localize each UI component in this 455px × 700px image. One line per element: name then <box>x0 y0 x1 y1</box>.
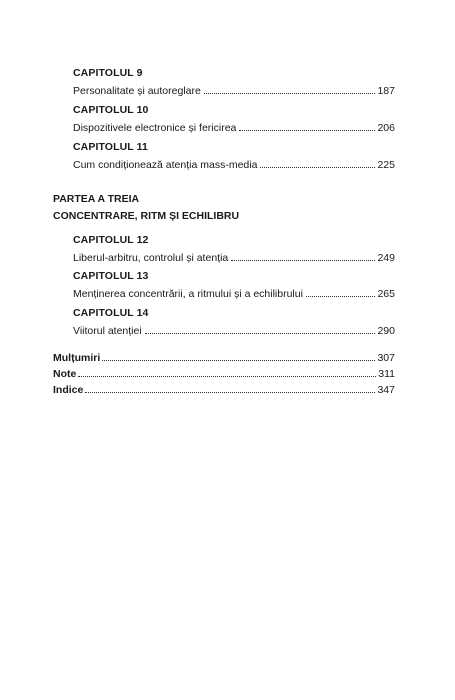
toc-chapter-13 <box>73 270 395 301</box>
entry-title: Indice <box>53 384 84 396</box>
toc-chapter-9 <box>73 67 395 98</box>
entry-title: Mulțumiri <box>53 352 101 364</box>
dot-leader <box>231 260 375 261</box>
toc-entry-acknowledgements[interactable] <box>53 351 395 365</box>
dot-leader <box>204 93 376 94</box>
entry-page-number: 307 <box>377 352 395 364</box>
toc-entry[interactable] <box>73 84 395 98</box>
dot-leader <box>306 296 376 297</box>
toc-entry-index[interactable] <box>53 383 395 397</box>
chapter-label: CAPITOLUL 12 <box>73 234 149 246</box>
entry-title: Cum condiționează atenția mass-media <box>73 159 258 171</box>
toc-chapter-10 <box>73 104 395 135</box>
toc-entry[interactable] <box>73 158 395 172</box>
entry-title: Menținerea concentrării, a ritmului și a echilibrului <box>73 288 303 300</box>
entry-page-number: 225 <box>377 159 395 171</box>
dot-leader <box>145 333 376 334</box>
dot-leader <box>85 392 375 393</box>
dot-leader <box>260 167 375 168</box>
entry-title: Dispozitivele electronice și fericirea <box>73 122 237 134</box>
part-subtitle: CONCENTRARE, RITM ȘI ECHILIBRU <box>53 210 240 222</box>
dot-leader <box>102 360 375 361</box>
toc-chapter-12 <box>73 234 395 265</box>
part-title: PARTEA A TREIA <box>53 193 140 205</box>
chapter-label: CAPITOLUL 11 <box>73 141 148 153</box>
entry-page-number: 311 <box>378 368 395 380</box>
entry-title: Personalitate și autoreglare <box>73 85 201 97</box>
entry-page-number: 290 <box>377 325 395 337</box>
toc-entry-notes[interactable] <box>53 367 395 381</box>
entry-title: Note <box>53 368 77 380</box>
dot-leader <box>78 376 376 377</box>
toc-entry[interactable] <box>73 287 395 301</box>
chapter-label: CAPITOLUL 9 <box>73 67 143 79</box>
entry-page-number: 265 <box>377 288 395 300</box>
entry-page-number: 347 <box>377 384 395 396</box>
toc-entry[interactable] <box>73 251 395 265</box>
chapter-label: CAPITOLUL 13 <box>73 270 149 282</box>
entry-title: Viitorul atenției <box>73 325 142 337</box>
entry-page-number: 206 <box>377 122 395 134</box>
toc-chapter-11 <box>73 141 395 172</box>
toc-chapter-14 <box>73 307 395 338</box>
toc-entry[interactable] <box>73 121 395 135</box>
chapter-label: CAPITOLUL 14 <box>73 307 149 319</box>
dot-leader <box>239 130 375 131</box>
chapter-label: CAPITOLUL 10 <box>73 104 149 116</box>
entry-page-number: 187 <box>377 85 395 97</box>
entry-title: Liberul-arbitru, controlul și atenția <box>73 252 229 264</box>
toc-entry[interactable] <box>73 324 395 338</box>
entry-page-number: 249 <box>377 252 395 264</box>
